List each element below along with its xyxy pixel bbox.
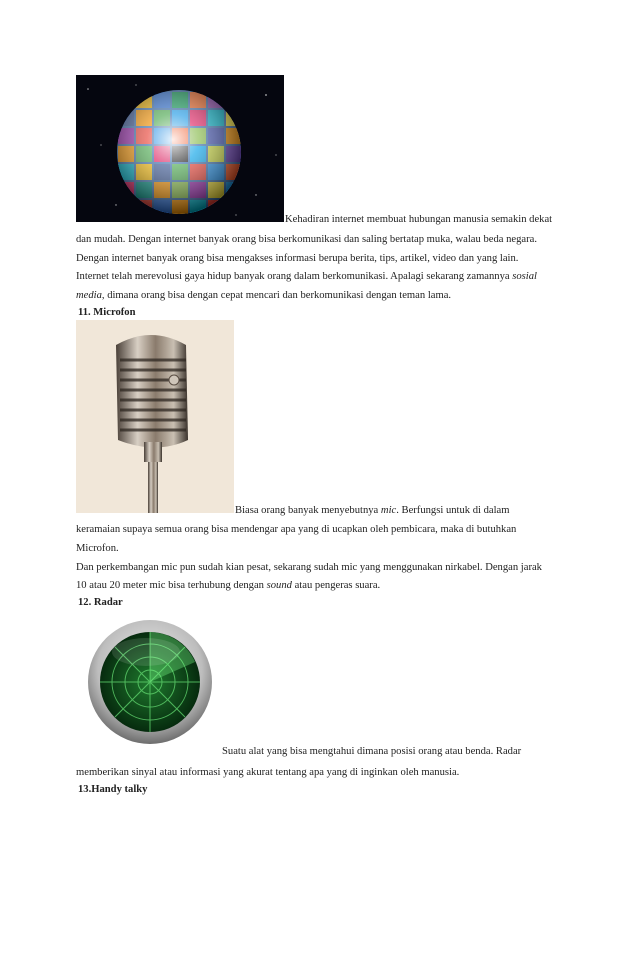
microfon-paragraph-line: Dan perkembangan mic pun sudah kian pesat, sekarang sudah mic yang menggunakan nirkabel. Dengan jarak — [76, 562, 542, 573]
section-heading-handy-talky: 13.Handy talky — [78, 784, 148, 795]
globe-internet-image — [76, 75, 284, 222]
microfon-text: . Berfungsi untuk di dalam — [396, 505, 510, 516]
microphone-image — [76, 320, 234, 513]
microfon-paragraph-line: Microfon. — [76, 543, 119, 554]
microfon-paragraph-line — [76, 579, 380, 592]
italic-term: sosial — [512, 271, 537, 282]
microfon-text: Biasa orang banyak menyebutnya — [235, 505, 381, 516]
microfon-caption-line1 — [235, 504, 510, 517]
section-heading-radar: 12. Radar — [78, 597, 123, 608]
internet-paragraph-line: Dengan internet banyak orang bisa mengakses informasi berupa berita, tips, artikel, video dan yang lain. — [76, 253, 519, 264]
microfon-paragraph-line: keramaian supaya semua orang bisa mendengar apa yang di ucapkan oleh pembicara, maka di butuhkan — [76, 524, 517, 535]
italic-term: media — [76, 290, 102, 301]
internet-paragraph-line — [76, 270, 537, 283]
internet-paragraph-line — [76, 289, 451, 302]
internet-text: Internet telah merevolusi gaya hidup banyak orang dalam berkomunikasi. Apalagi sekarang zamannya — [76, 271, 513, 282]
radar-paragraph-line: memberikan sinyal atau informasi yang akurat tentang apa yang di inginkan oleh manusia. — [76, 767, 460, 778]
italic-term: mic — [380, 505, 397, 516]
internet-caption-line1: Kehadiran internet membuat hubungan manusia semakin dekat — [285, 214, 553, 225]
radar-image — [76, 612, 224, 752]
italic-term: sound — [266, 580, 292, 591]
microfon-text: atau pengeras suara. — [291, 580, 381, 591]
microfon-text: 10 atau 20 meter mic bisa terhubung dengan — [76, 580, 267, 591]
section-heading-microfon: 11. Microfon — [78, 307, 136, 318]
internet-paragraph-line: dan mudah. Dengan internet banyak orang bisa berkomunikasi dan saling bertatap muka, walau beda negara. — [76, 234, 537, 245]
radar-caption-line1: Suatu alat yang bisa mengtahui dimana posisi orang atau benda. Radar — [222, 746, 522, 757]
internet-text: , dimana orang bisa dengan cepat mencari dan berkomunikasi dengan teman lama. — [101, 290, 452, 301]
